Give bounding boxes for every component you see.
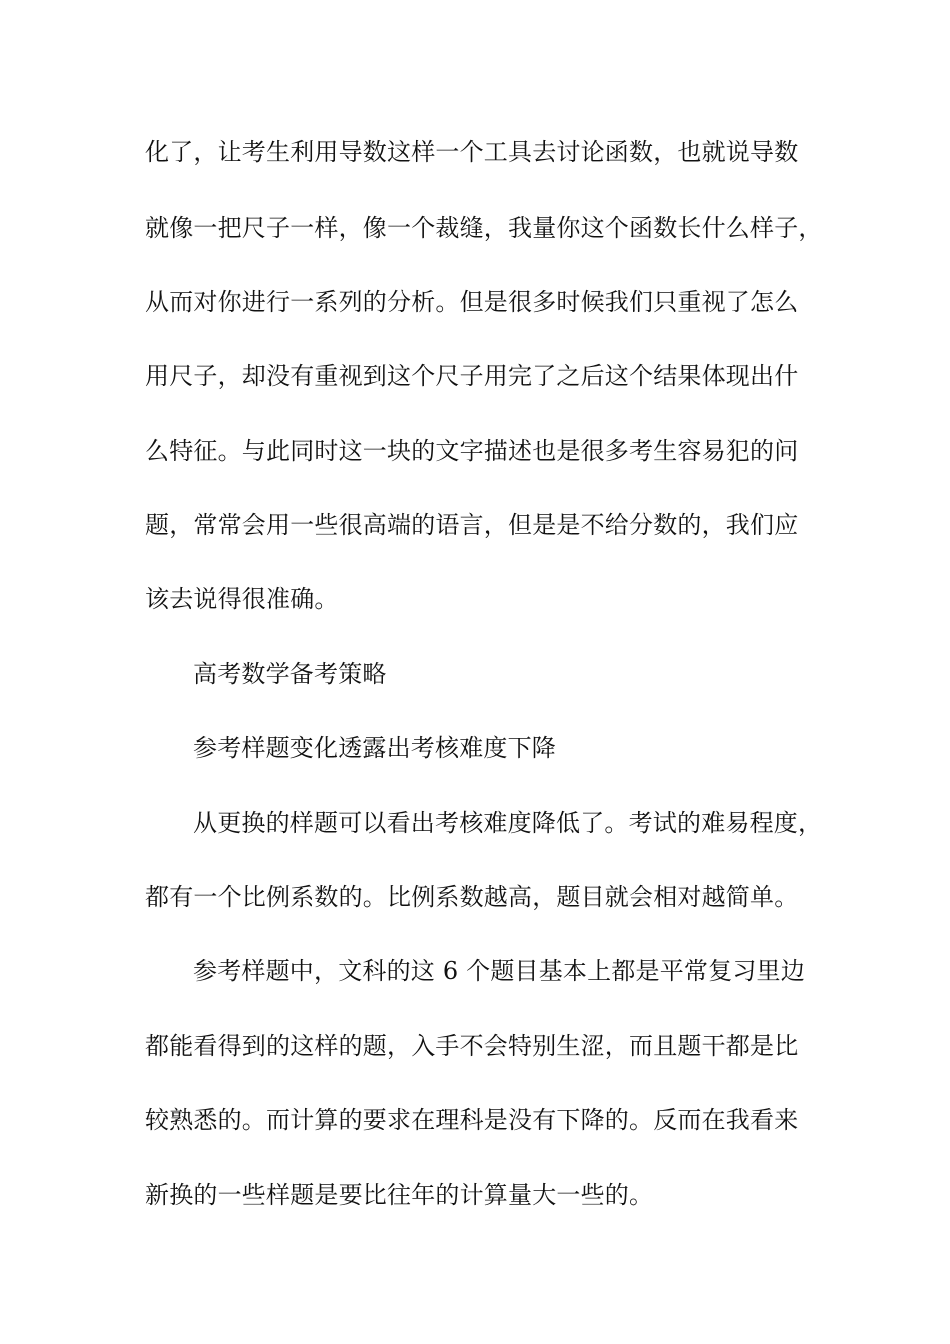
subsection-heading: 参考样题变化透露出考核难度下降 [193,734,556,762]
paragraph-line: 用尺子，却没有重视到这个尺子用完了之后这个结果体现出什 [145,362,799,390]
paragraph-line: 都有一个比例系数的。比例系数越高，题目就会相对越简单。 [145,883,799,911]
paragraph-line: 该去说得很准确。 [145,585,339,613]
paragraph-line: 新换的一些样题是要比往年的计算量大一些的。 [145,1181,654,1209]
paragraph-line: 都能看得到的这样的题，入手不会特别生涩，而且题干都是比 [145,1032,799,1060]
paragraph-line: 么特征。与此同时这一块的文字描述也是很多考生容易犯的问 [145,437,799,465]
paragraph-line: 从而对你进行一系列的分析。但是很多时候我们只重视了怎么 [145,288,799,316]
paragraph-line: 题，常常会用一些很高端的语言，但是是不给分数的，我们应 [145,511,799,539]
paragraph-line: 从更换的样题可以看出考核难度降低了。考试的难易程度， [193,809,823,837]
section-heading: 高考数学备考策略 [193,660,387,688]
paragraph-line: 较熟悉的。而计算的要求在理科是没有下降的。反而在我看来 [145,1106,799,1134]
paragraph-line: 参考样题中，文科的这 6 个题目基本上都是平常复习里边 [193,957,805,985]
paragraph-line: 化了，让考生利用导数这样一个工具去讨论函数，也就说导数 [145,138,799,166]
paragraph-line: 就像一把尺子一样，像一个裁缝，我量你这个函数长什么样子， [145,214,823,242]
